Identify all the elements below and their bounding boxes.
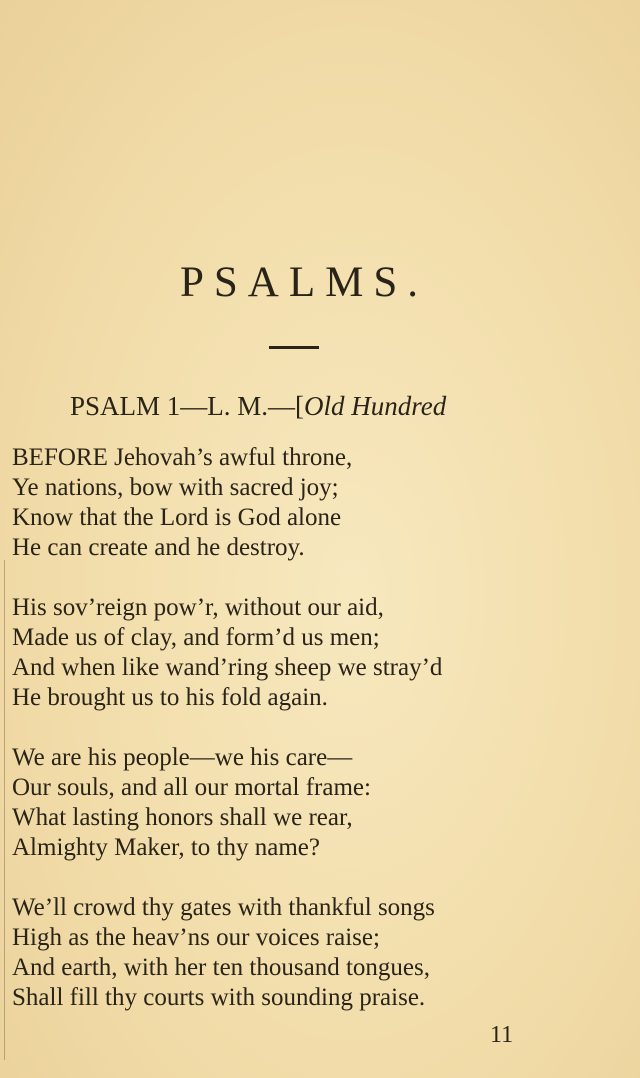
- verse-line: He brought us to his fold again.: [12, 684, 328, 711]
- verse-line: And when like wand’ring sheep we stray’d: [12, 654, 443, 681]
- verse-1: [12, 443, 352, 563]
- psalm-tune-name: Old Hundred: [304, 391, 447, 421]
- verse-line: And earth, with her ten thousand tongues,: [12, 954, 430, 981]
- verse-line: Our souls, and all our mortal frame:: [12, 774, 371, 801]
- verse-line: His sov’reign pow’r, without our aid,: [12, 594, 384, 621]
- verse-line: Made us of clay, and form’d us men;: [12, 624, 380, 651]
- verse-line: High as the heav’ns our voices raise;: [12, 924, 380, 951]
- page-edge-shadow: [4, 560, 5, 1060]
- verse-3: [12, 743, 371, 863]
- psalm-number-meter: PSALM 1—L. M.—[: [70, 391, 305, 421]
- page-number: 11: [490, 1022, 514, 1048]
- verse-line: Shall fill thy courts with sounding praise.: [12, 984, 426, 1011]
- page-title: PSALMS.: [179, 259, 429, 306]
- verse-line: Almighty Maker, to thy name?: [12, 834, 320, 861]
- verse-line: BEFORE Jehovah’s awful throne,: [12, 444, 353, 471]
- verse-line: What lasting honors shall we rear,: [12, 804, 353, 831]
- verse-4: [12, 893, 435, 1013]
- verse-2: [12, 593, 442, 713]
- verse-line: He can create and he destroy.: [12, 534, 305, 561]
- psalm-heading: [70, 391, 446, 422]
- title-divider: [269, 346, 319, 349]
- verse-line: We are his people—we his care—: [12, 744, 353, 771]
- verse-line: We’ll crowd thy gates with thankful songs: [12, 894, 435, 921]
- verse-line: Ye nations, bow with sacred joy;: [12, 474, 339, 501]
- verse-line: Know that the Lord is God alone: [12, 504, 342, 531]
